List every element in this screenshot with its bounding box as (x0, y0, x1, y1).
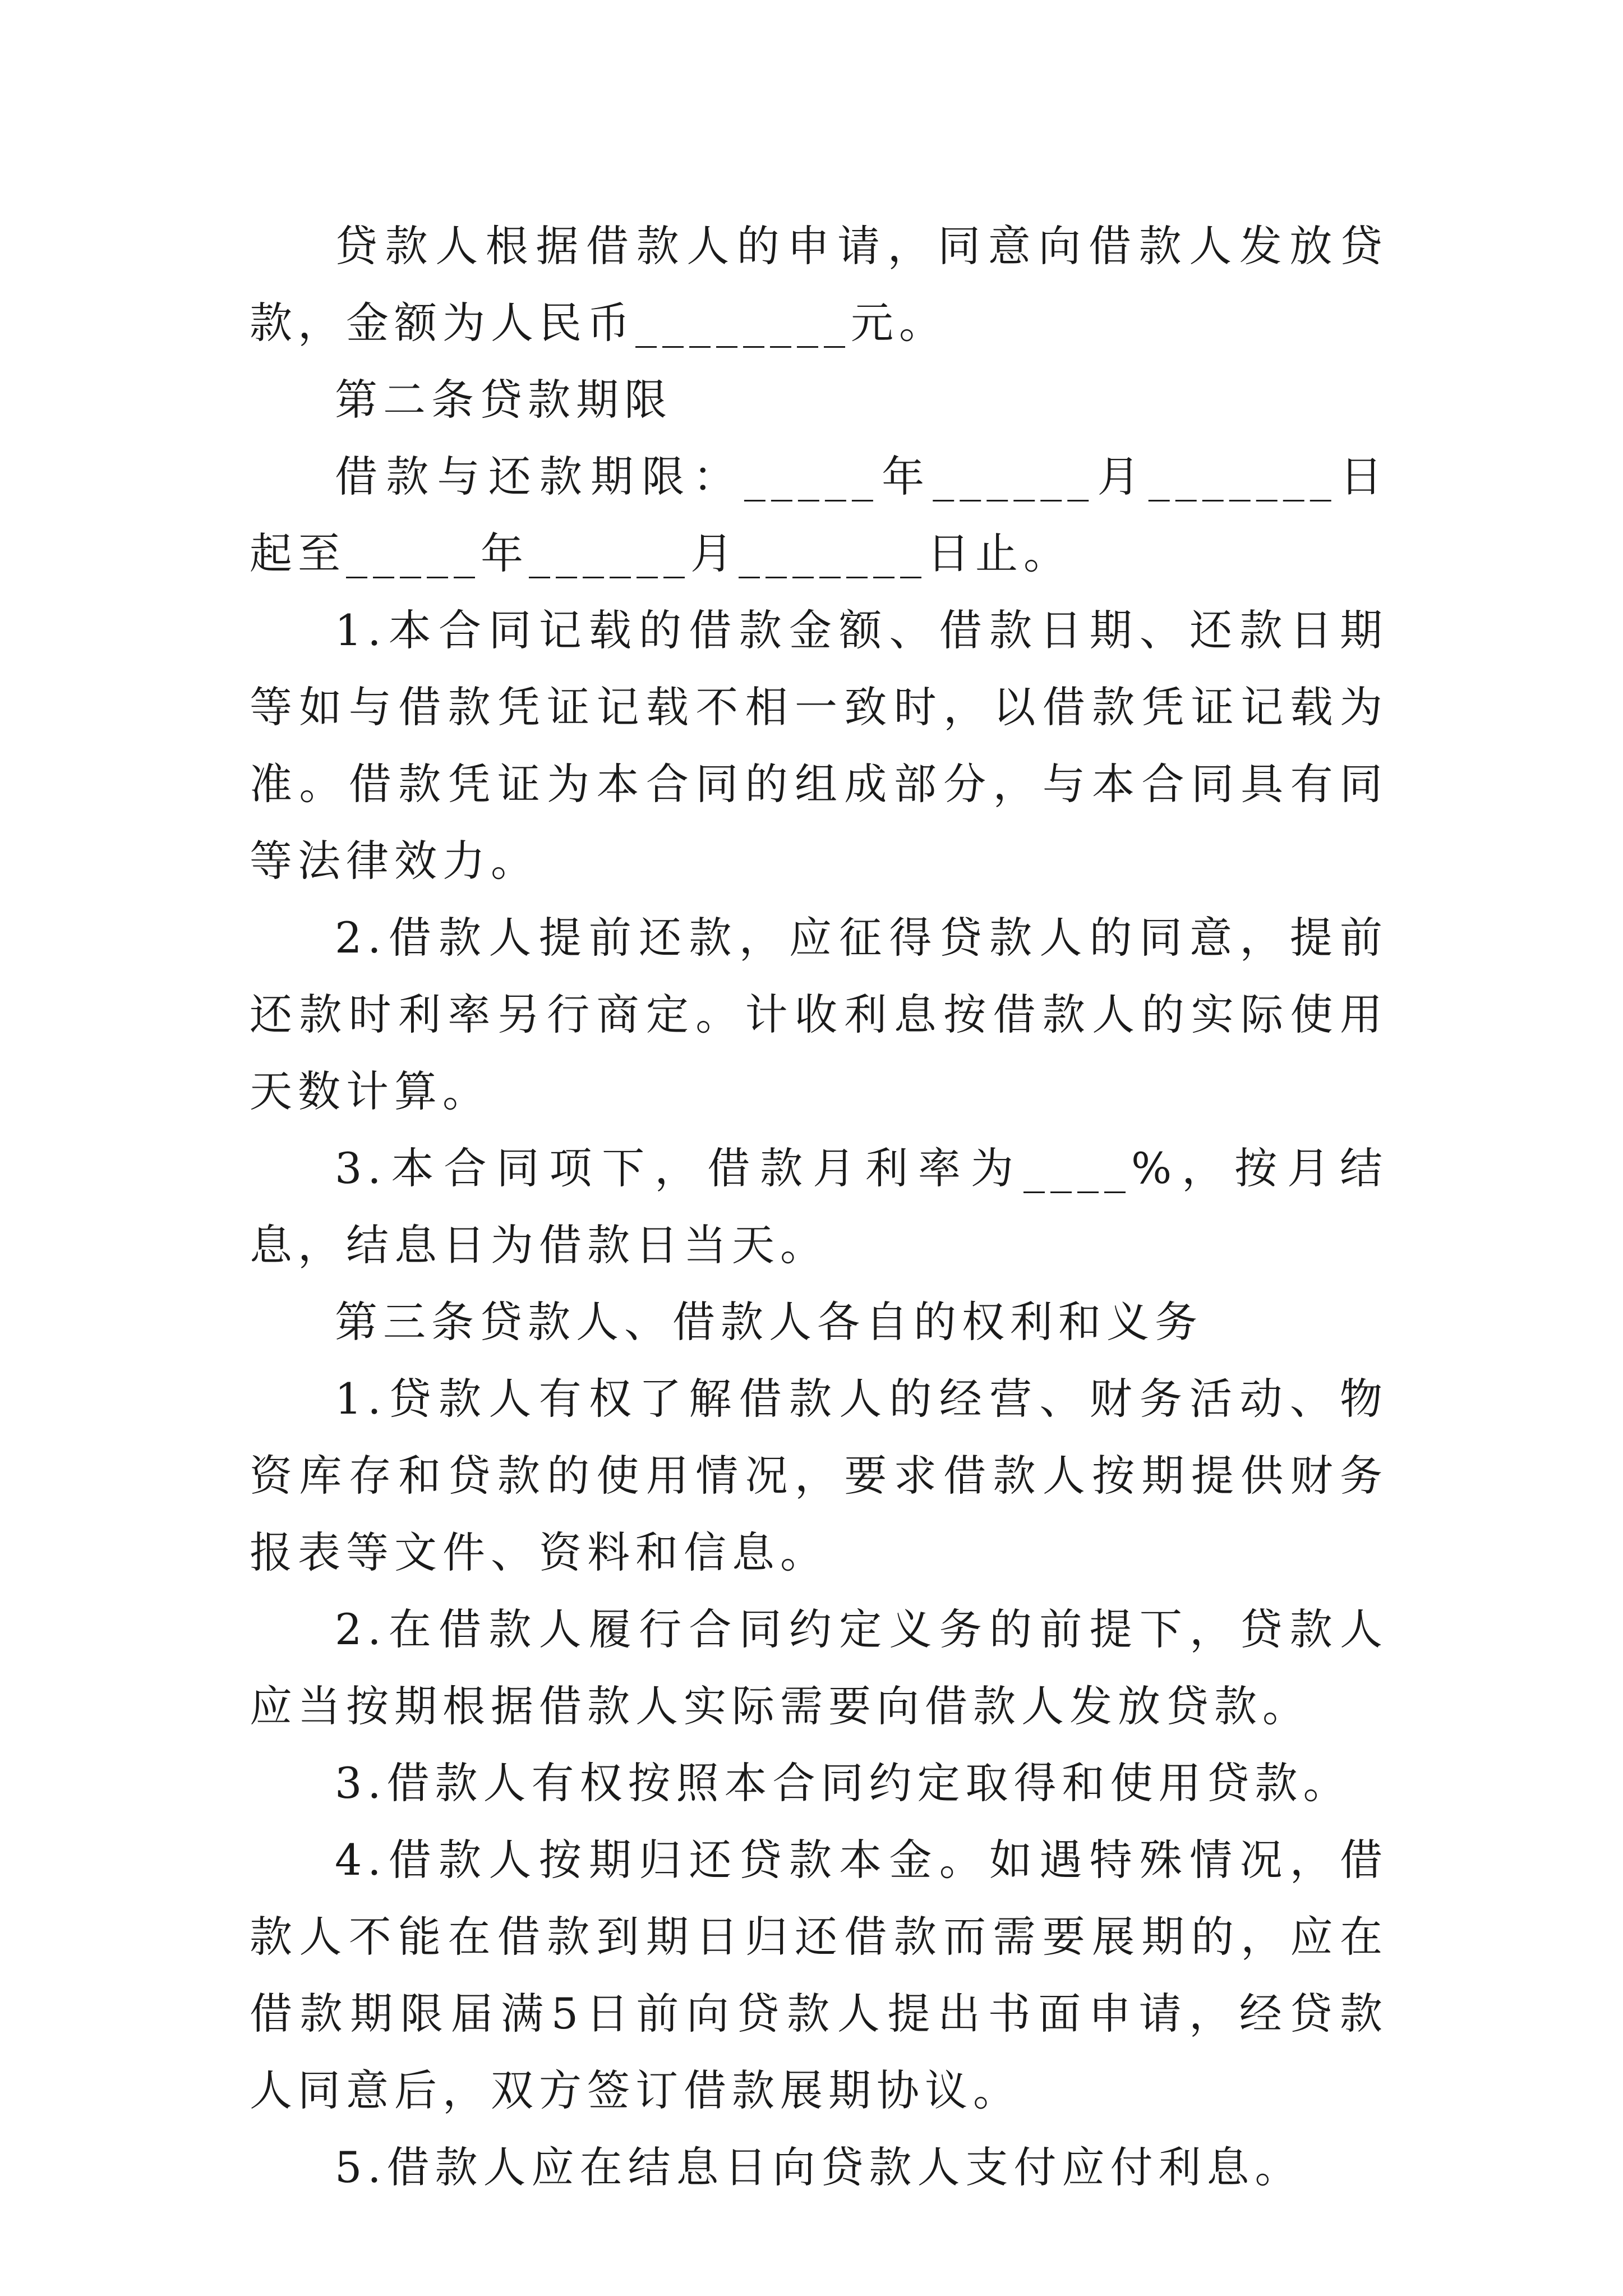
paragraph-clause-2-early-repayment: 2.借款人提前还款，应征得贷款人的同意，提前还款时利率另行商定。计收利息按借款人的实际使用天数计算。 (250, 913, 1388, 1116)
heading-article-2-loan-term: 第二条贷款期限 (335, 375, 672, 425)
paragraph-right-1-lender-info: 1.贷款人有权了解借款人的经营、财务活动、物资库存和贷款的使用情况，要求借款人按期提供财务报表等文件、资料和信息。 (250, 1374, 1388, 1577)
heading-article-3-rights-obligations: 第三条贷款人、借款人各自的权利和义务 (335, 1297, 1203, 1347)
paragraph-loan-amount: 贷款人根据借款人的申请，同意向借款人发放贷款，金额为人民币________元。 (250, 221, 1388, 348)
document-page (250, 208, 1388, 2206)
paragraph-repayment-period: 借款与还款期限：_____年______月_______日起至_____年______月_______日止。 (250, 452, 1388, 578)
paragraph-clause-1-loan-voucher: 1.本合同记载的借款金额、借款日期、还款日期等如与借款凭证记载不相一致时，以借款凭证记载为准。借款凭证为本合同的组成部分，与本合同具有同等法律效力。 (250, 605, 1388, 886)
paragraph-right-4-repay-extension: 4.借款人按期归还贷款本金。如遇特殊情况，借款人不能在借款到期日归还借款而需要展期的，应在借款期限届满5日前向贷款人提出书面申请，经贷款人同意后，双方签订借款展期协议。 (250, 1835, 1388, 2115)
paragraph-right-5-pay-interest: 5.借款人应在结息日向贷款人支付应付利息。 (335, 2142, 1303, 2192)
paragraph-right-2-lender-disburse: 2.在借款人履行合同约定义务的前提下，贷款人应当按期根据借款人实际需要向借款人发放贷款。 (250, 1604, 1388, 1731)
paragraph-right-3-borrower-use: 3.借款人有权按照本合同约定取得和使用贷款。 (335, 1758, 1352, 1808)
paragraph-clause-3-interest-rate: 3.本合同项下，借款月利率为____%，按月结息，结息日为借款日当天。 (250, 1143, 1388, 1270)
